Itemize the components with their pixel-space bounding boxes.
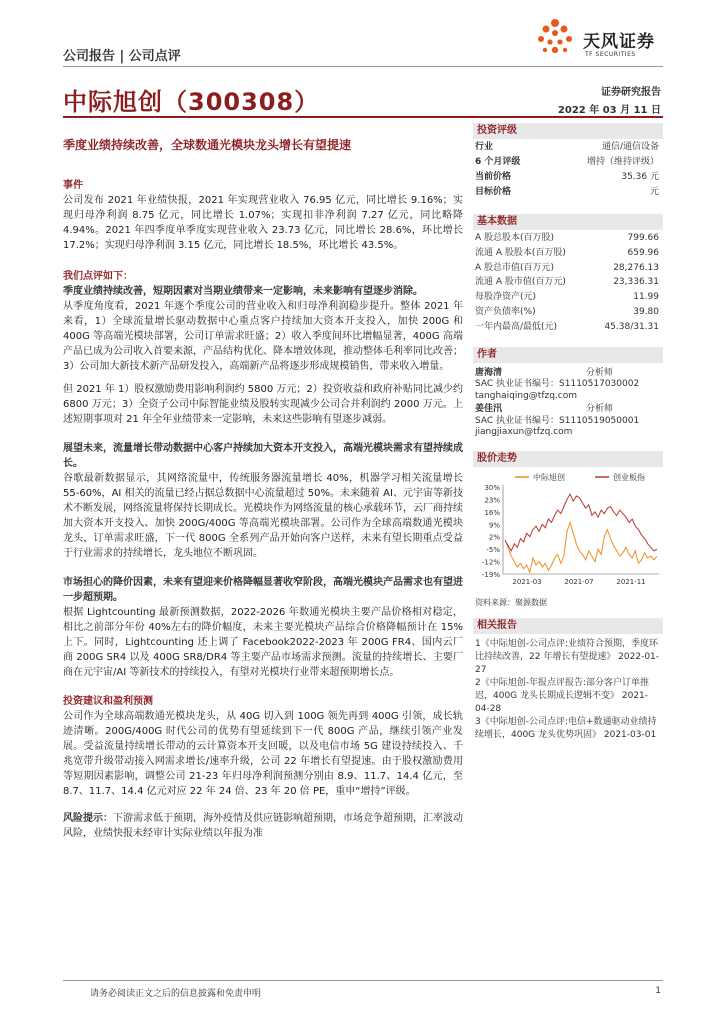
author-cert: SAC 执业证书编号：S1110517030002 (475, 379, 640, 390)
legend-label: 中际旭创 (533, 472, 565, 482)
author-email[interactable]: jiangjiaxun@tfzq.com (475, 427, 573, 438)
row-label: 目标价格 (475, 187, 512, 197)
y-tick-label: 2% (488, 533, 500, 542)
related-heading: 相关报告 (473, 618, 663, 634)
author-cert: SAC 执业证书编号：S1110519050001 (475, 415, 640, 426)
y-tick-label: 16% (484, 508, 500, 517)
event-heading: 事件 (63, 180, 83, 191)
data-row (473, 290, 663, 305)
y-tick-label: -5% (486, 545, 500, 554)
row-value: 23,336.31 (613, 277, 659, 288)
report-date: 2022 年 03 月 11 日 (557, 105, 661, 116)
logo-english: TF SECURITIES (585, 51, 636, 58)
point1-paragraph-2: 但 2021 年 1）股权激励费用影响利润约 5800 万元；2）投资收益和政府补贴同比减少约 6800 万元；3）全资子公司中际智能业绩及股转实现减少公司合并利润约 2000 万元。上述短期事项对 21 年全年业绩带来一定影响，未来这些影响有望逐步减弱。 (63, 384, 463, 425)
author-card (473, 368, 663, 403)
author-heading: 作者 (473, 347, 663, 363)
row-label: 一年内最高/最低(元) (475, 321, 558, 332)
rating-table (473, 139, 663, 200)
price-chart-container (473, 467, 663, 597)
author-email[interactable]: tanghaiqing@tfzq.com (475, 390, 578, 401)
logo-chinese: 天风证券 (583, 32, 655, 52)
row-value: 45.38/31.31 (604, 321, 659, 332)
data-row (473, 231, 663, 246)
y-tick-label: 9% (488, 520, 500, 529)
row-value: 元 (649, 187, 659, 197)
price-trend-heading: 股价走势 (473, 451, 663, 467)
data-row (473, 275, 663, 290)
point2-paragraph: 谷歌最新数据显示，其网络流量中，传统服务器流量增长 40%，机器学习相关流量增长 55-60%，AI 相关的流量已经占据总数据中心流量超过 50%。未来随着 AI、元宇宙等新技术不断发展，网络流量将保持长期成长。光模块作为网络流量的核心承载环节，云厂商持续加大资本开支投入、加快 200G/400G 等高端光模块部署。公司作为全球高端数通光模块龙头，订单需求旺盛，下一代 800G 全系列产品开始向客户送样，未来有望长期重点受益于行业需求的持续增长，龙头地位不断巩固。 (63, 473, 463, 559)
data-row (473, 320, 663, 335)
y-tick-label: 30% (484, 483, 500, 492)
row-value: 增持（维持评级） (586, 157, 659, 167)
related-list (473, 634, 663, 742)
author-card (473, 404, 663, 439)
x-tick-label: 2021-03 (512, 577, 542, 586)
y-tick-label: -12% (481, 558, 500, 567)
row-value: 39.80 (633, 306, 659, 317)
basic-data-heading: 基本数据 (473, 214, 663, 230)
row-value: 799.66 (627, 233, 659, 243)
event-paragraph: 公司发布 2021 年业绩快报，2021 年实现营业收入 76.95 亿元，同比增长 9.16%；实现归母净利润 8.75 亿元，同比增长 1.07%；实现扣非净利润 7.27 亿元，同比略降 4.94%。2021 年四季度单季度实现营业收入 23.73 亿元，同比增长 28.6%，环比增长 17.2%；实现归母净利润 3.15 亿元，同比增长 18.5%，环比增长 43.5%。 (63, 195, 463, 251)
chart-source: 资料来源：聚源数据 (475, 597, 547, 607)
y-tick-label: 23% (484, 496, 500, 505)
rating-heading: 投资评级 (473, 123, 663, 139)
row-label: 当前价格 (475, 172, 512, 182)
author-name: 唐海清 (475, 367, 503, 378)
x-tick-label: 2021-07 (564, 577, 594, 586)
author-role: 分析师 (585, 404, 613, 415)
point3-heading: 市场担心的降价因素，未来有望迎来价格降幅显著收窄阶段，高端光模块产品需求也有望进一步超预期。 (63, 577, 463, 603)
invest-paragraph: 公司作为全球高端数通光模块龙头，从 40G 切入到 100G 领先再到 400G 引领，成长轨迹清晰。200G/400G 时代公司的优势有望延续到下一代 800G 产品，继续引领产业发展。受益流量持续增长带动的云计算资本开支回暖，以及电信市场 5G 建设持续投入、千兆宽带升级带动接入网需求增长/速率升级，公司 22 年增长有望提速。由于股权激励费用等短期因素影响，调整公司 21-23 年归母净利润预测分别由 8.9、11.7、14.4 亿元，至 8.7、11.7、14.4 亿元对应 22 年 24 倍、23 年 20 倍 PE，重申“增持”评级。 (63, 711, 463, 797)
series-line-chinext (505, 494, 657, 551)
risk-text: 下游需求低于预期，海外疫情及供应链影响超预期，市场竞争超预期，汇率波动风险，业绩快报未经审计实际业绩以年报为准 (63, 813, 463, 839)
author-role: 分析师 (585, 367, 613, 378)
data-row (473, 246, 663, 261)
tf-logo-icon (531, 17, 579, 61)
data-row (473, 155, 663, 170)
row-value: 11.99 (633, 292, 659, 303)
row-label: 流通 A 股股本(百万股) (475, 247, 566, 258)
data-row (473, 185, 663, 200)
row-label: 资产负债率(%) (475, 306, 536, 317)
basic-data-table (473, 230, 663, 335)
data-row (473, 261, 663, 276)
data-row (473, 170, 663, 185)
row-label: 行业 (475, 142, 494, 152)
row-label: 6 个月评级 (475, 157, 521, 167)
risk-paragraph (63, 811, 463, 841)
row-value: 35.36 元 (621, 172, 659, 182)
title-divider (63, 116, 663, 118)
row-value: 28,276.13 (613, 262, 659, 273)
legend-label: 创业板指 (613, 472, 645, 482)
author-list (473, 363, 663, 439)
row-value: 659.96 (627, 247, 659, 258)
point2-heading: 展望未来，流量增长带动数据中心客户持续加大资本开支投入，高端光模块需求有望持续成长。 (63, 443, 463, 469)
data-row (473, 305, 663, 320)
row-label: 流通 A 股市值(百万元) (475, 277, 566, 288)
invest-heading: 投资建议和盈利预测 (63, 696, 153, 707)
related-report-link[interactable]: 1《中际旭创-公司点评:业绩符合预期，季度环比持续改善，22 年增长有望提速》 2022-01-27 (475, 638, 660, 675)
footer-disclaimer: 请务必阅读正文之后的信息披露和免责申明 (90, 989, 262, 999)
point1-paragraph-1: 从季度角度看，2021 年逐个季度公司的营业收入和归母净利润稳步提升。整体 2021 年来看，1）全球流量增长驱动数据中心重点客户持续加大资本开支投入，加快 200G 和 400G 等高端光模块部署，公司订单需求旺盛；2）收入季度间环比增幅显著，400G 高端产品已成为公司收入首要来源，产品结构优化、降本增效体现，推动整体毛利率同比改善；3）公司加大新技术新产品研发投入，高端新产品将逐步形成规模销售，带来收入增量。 (63, 301, 463, 372)
comment-heading: 我们点评如下： (63, 271, 133, 282)
page-number: 1 (655, 986, 661, 996)
y-tick-label: -19% (481, 570, 500, 579)
report-subtitle: 季度业绩持续改善，全球数通光模块龙头增长有望提速 (63, 138, 352, 152)
price-chart (473, 467, 663, 597)
footer-divider (63, 980, 663, 981)
series-line-zhongji (505, 522, 657, 572)
related-report-link[interactable]: 2《中际旭创-年报点评报告:部分客户订单推迟，400G 龙头长期成长逻辑不变》 2021-04-28 (475, 677, 650, 714)
point3-paragraph: 根据 Lightcounting 最新预测数据，2022-2026 年数通光模块主要产品价格相对稳定，相比之前部分年份 40%左右的降价幅度，未来主要光模块产品综合价格降幅预计在 15%上下。同时，Lightcounting 还上调了 Facebook2022-2023 年 200G FR4、国内云厂商 200G SR4 以及 400G SR8/DR4 等主要产品市场需求预测。流量的持续增长、主要厂商在元宇宙/AI 等新技术的持续投入，有望对光模块行业带来超预期增长点。 (63, 607, 463, 678)
row-label: 每股净资产(元) (475, 292, 537, 303)
risk-label: 风险提示： (63, 813, 113, 824)
point1-heading: 季度业绩持续改善，短期因素对当期业绩带来一定影响，未来影响有望逐步消除。 (63, 286, 423, 297)
author-name: 姜佳汛 (475, 404, 503, 415)
report-type: 证券研究报告 (601, 87, 661, 98)
row-value: 通信/通信设备 (601, 142, 659, 152)
x-tick-label: 2021-11 (616, 577, 646, 586)
main-column (63, 178, 463, 841)
header-divider (63, 66, 663, 67)
tf-securities-logo (531, 17, 671, 67)
company-title: 中际旭创（300308） (63, 88, 320, 116)
related-report-link[interactable]: 3《中际旭创-公司点评:电信+数通驱动业绩持续增长，400G 龙头优势巩固》 2021-03-01 (475, 716, 657, 740)
row-label: A 股总市值(百万元) (475, 262, 555, 273)
data-row (473, 140, 663, 155)
report-category: 公司报告 | 公司点评 (63, 49, 181, 64)
row-label: A 股总股本(百万股) (475, 233, 555, 243)
sidebar (473, 123, 663, 742)
